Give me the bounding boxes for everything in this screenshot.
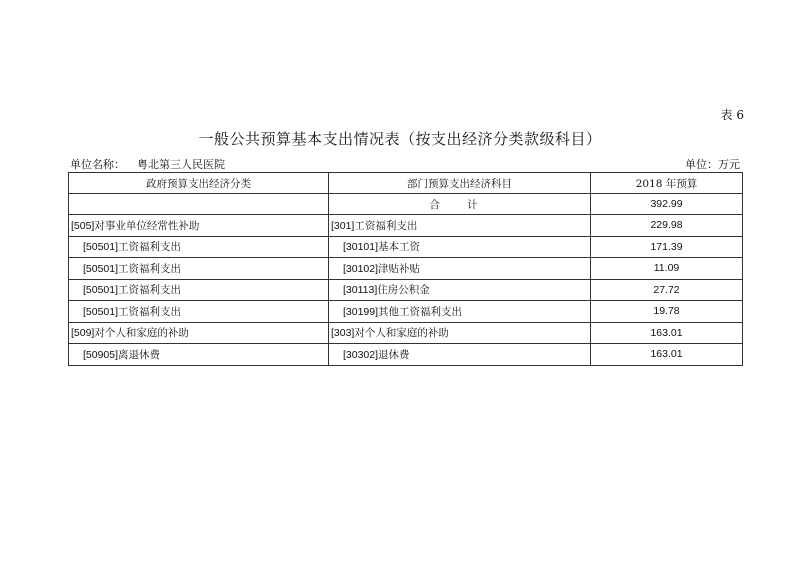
table-row <box>69 322 743 344</box>
gov-classification-cell <box>69 301 329 323</box>
total-empty-cell <box>69 194 329 215</box>
dept-code: [301] <box>331 219 355 232</box>
unit-name-label: 单位名称： <box>70 158 125 171</box>
dept-classification-cell <box>329 322 591 344</box>
table-row <box>69 279 743 301</box>
dept-name: 对个人和家庭的补助 <box>354 327 449 340</box>
budget-table <box>68 172 743 366</box>
gov-code: [50501] <box>83 262 119 275</box>
dept-classification-cell <box>329 215 591 237</box>
unit-name-line <box>70 156 225 172</box>
gov-name: 对事业单位经常性补助 <box>94 219 200 232</box>
dept-classification-cell <box>329 258 591 280</box>
dept-classification-cell <box>329 301 591 323</box>
gov-classification-cell <box>69 258 329 280</box>
header-dept-classification: 部门预算支出经济科目 <box>329 173 591 194</box>
gov-name: 离退休费 <box>118 348 161 361</box>
gov-code: [509] <box>71 327 95 340</box>
dept-code: [30302] <box>343 348 379 361</box>
dept-code: [303] <box>331 327 355 340</box>
total-label: 合 计 <box>429 198 490 211</box>
table-header-row <box>69 173 743 194</box>
table-row <box>69 215 743 237</box>
dept-name: 津贴补贴 <box>378 262 421 275</box>
budget-value-cell <box>591 322 743 344</box>
budget-value-cell <box>591 344 743 366</box>
budget-value-cell <box>591 215 743 237</box>
header-gov-classification: 政府预算支出经济分类 <box>69 173 329 194</box>
table-row <box>69 301 743 323</box>
gov-code: [50501] <box>83 305 119 318</box>
gov-code: [505] <box>71 219 95 232</box>
dept-name: 其他工资福利支出 <box>378 305 463 318</box>
gov-name: 工资福利支出 <box>118 262 182 275</box>
header-budget-2018: 2018 年预算 <box>591 173 743 194</box>
budget-value: 11.09 <box>653 262 680 275</box>
dept-name: 住房公积金 <box>377 284 430 297</box>
dept-name: 退休费 <box>378 348 410 361</box>
dept-code: [30101] <box>343 241 379 254</box>
total-label-cell <box>329 194 591 215</box>
dept-name: 工资福利支出 <box>354 219 418 232</box>
table-row <box>69 344 743 366</box>
budget-value-cell <box>591 279 743 301</box>
gov-classification-cell <box>69 279 329 301</box>
gov-name: 工资福利支出 <box>118 284 182 297</box>
gov-classification-cell <box>69 236 329 258</box>
dept-code: [30102] <box>343 262 379 275</box>
unit-name: 粤北第三人民医院 <box>137 158 225 171</box>
dept-classification-cell <box>329 344 591 366</box>
dept-classification-cell <box>329 236 591 258</box>
gov-code: [50501] <box>83 284 119 297</box>
dept-code: [30113] <box>343 284 378 297</box>
gov-classification-cell <box>69 215 329 237</box>
total-row <box>69 194 743 215</box>
dept-classification-cell <box>329 279 591 301</box>
budget-value: 171.39 <box>650 240 683 253</box>
currency-unit: 单位：万元 <box>685 158 740 171</box>
budget-value-cell <box>591 258 743 280</box>
budget-value: 163.01 <box>650 348 683 361</box>
total-value: 392.99 <box>591 194 743 215</box>
table-row <box>69 258 743 280</box>
dept-code: [30199] <box>343 305 379 318</box>
budget-value: 27.72 <box>653 283 680 296</box>
gov-name: 工资福利支出 <box>118 305 182 318</box>
table-number: 表 6 <box>720 108 744 122</box>
budget-value: 229.98 <box>650 219 683 232</box>
budget-value-cell <box>591 236 743 258</box>
gov-classification-cell <box>69 322 329 344</box>
page-title: 一般公共预算基本支出情况表（按支出经济分类款级科目） <box>198 130 602 148</box>
gov-name: 工资福利支出 <box>118 241 182 254</box>
gov-classification-cell <box>69 344 329 366</box>
dept-name: 基本工资 <box>378 241 421 254</box>
budget-value: 163.01 <box>650 326 683 339</box>
gov-code: [50905] <box>83 348 119 361</box>
budget-value: 19.78 <box>653 305 680 318</box>
budget-value-cell <box>591 301 743 323</box>
gov-name: 对个人和家庭的补助 <box>94 327 189 340</box>
gov-code: [50501] <box>83 241 119 254</box>
table-row <box>69 236 743 258</box>
